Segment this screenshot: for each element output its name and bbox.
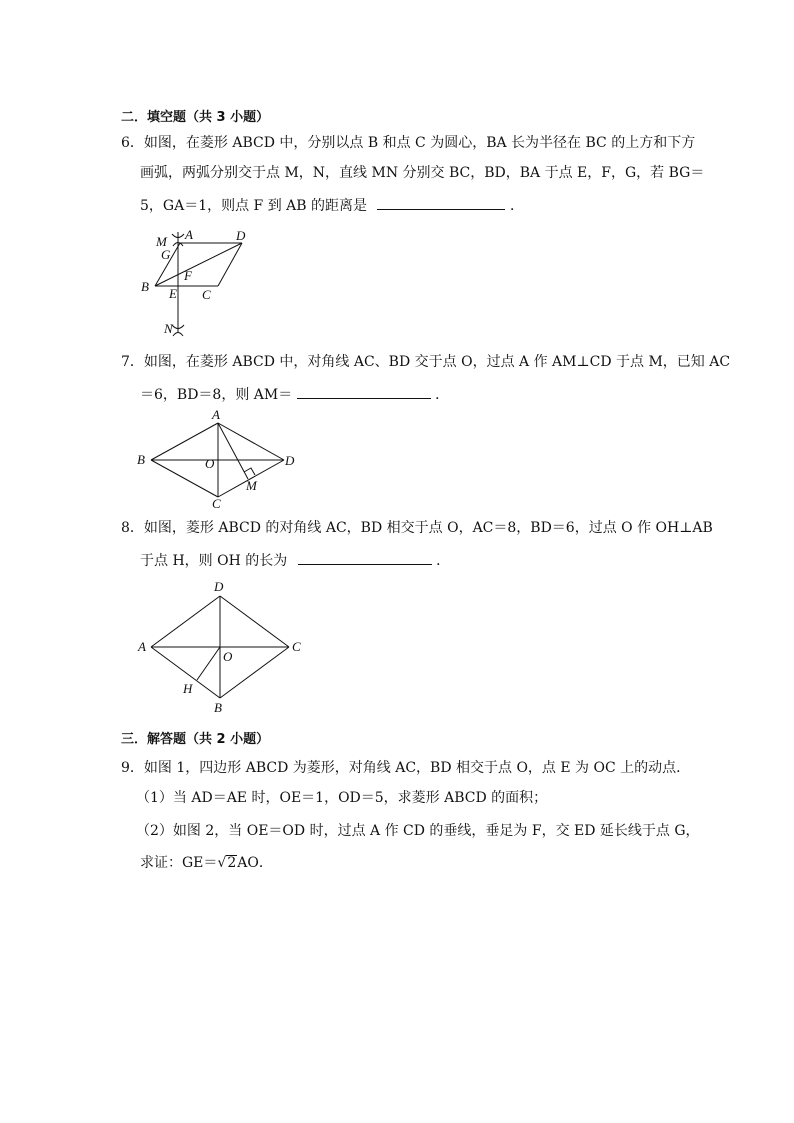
q6-line-3-text: 5，GA＝1，则点 F 到 AB 的距离是 bbox=[140, 198, 368, 214]
q8-line-2-text: 于点 H，则 OH 的长为 bbox=[140, 553, 288, 569]
q8-line-2-end: ． bbox=[436, 553, 451, 569]
q7-label-c: C bbox=[212, 496, 221, 511]
q6-label-c: C bbox=[202, 287, 211, 302]
section-title-fill-blank: 二．填空题（共 3 小题） bbox=[121, 110, 270, 125]
q8-line-oh bbox=[197, 647, 220, 680]
q8-label-a: A bbox=[138, 639, 146, 654]
q6-label-g: G bbox=[161, 247, 171, 262]
q9-line-4-end: AO． bbox=[237, 855, 273, 871]
q8-label-d: D bbox=[214, 579, 224, 594]
q6-line-3-end: ． bbox=[509, 198, 524, 214]
q7-label-b: B bbox=[137, 452, 145, 467]
q6-label-d: D bbox=[236, 228, 246, 243]
q8-label-c: C bbox=[292, 639, 301, 654]
sqrt-sign-icon: √ bbox=[217, 855, 227, 871]
q8-edge-da bbox=[151, 596, 220, 647]
q9-line-4 bbox=[140, 854, 273, 872]
q7-line-2-text: ＝6，BD＝8，则 AM＝ bbox=[140, 387, 293, 403]
q8-edge-cd bbox=[220, 596, 289, 647]
q7-line-1: 7．如图，在菱形 ABCD 中，对角线 AC、BD 交于点 O，过点 A 作 AM⊥CD 于点 M，已知 AC bbox=[121, 354, 731, 370]
q6-line-2: 画弧，两弧分别交于点 M，N，直线 MN 分别交 BC，BD，BA 于点 E，F，G，若 BG＝ bbox=[140, 165, 705, 181]
q9-sqrt-radicand: 2 bbox=[227, 855, 237, 871]
q8-label-b: B bbox=[214, 700, 222, 715]
q6-label-f: F bbox=[184, 268, 192, 283]
q9-line-4-text: 求证：GE＝ bbox=[140, 855, 218, 871]
q7-label-d: D bbox=[285, 453, 295, 468]
q7-label-a: A bbox=[212, 407, 220, 422]
q6-label-a: A bbox=[185, 227, 193, 242]
q7-label-m: M bbox=[246, 478, 257, 493]
q6-line-1: 6．如图，在菱形 ABCD 中，分别以点 B 和点 C 为圆心，BA 长为半径在 BC 的上方和下方 bbox=[121, 135, 696, 151]
q7-label-o: O bbox=[205, 456, 215, 471]
q9-line-2: （1）当 AD＝AE 时，OE＝1，OD＝5，求菱形 ABCD 的面积； bbox=[136, 790, 548, 806]
q8-label-o: O bbox=[223, 649, 233, 664]
q7-line-2-end: ． bbox=[435, 387, 450, 403]
q9-line-1: 9．如图 1，四边形 ABCD 为菱形，对角线 AC，BD 相交于点 O，点 E 为 OC 上的动点． bbox=[121, 760, 691, 776]
q8-line-1: 8．如图，菱形 ABCD 的对角线 AC，BD 相交于点 O，AC＝8，BD＝6，过点 O 作 OH⊥AB bbox=[121, 520, 713, 536]
q6-label-e: E bbox=[169, 286, 177, 301]
q6-label-b: B bbox=[141, 279, 149, 294]
q8-label-h: H bbox=[183, 681, 193, 696]
q9-line-3: （2）如图 2，当 OE＝OD 时，过点 A 作 CD 的垂线，垂足为 F，交 ED 延长线于点 G， bbox=[136, 823, 700, 839]
section-title-answer: 三．解答题（共 2 小题） bbox=[121, 732, 270, 747]
q6-label-m: M bbox=[156, 234, 167, 249]
q6-label-n: N bbox=[164, 321, 173, 336]
